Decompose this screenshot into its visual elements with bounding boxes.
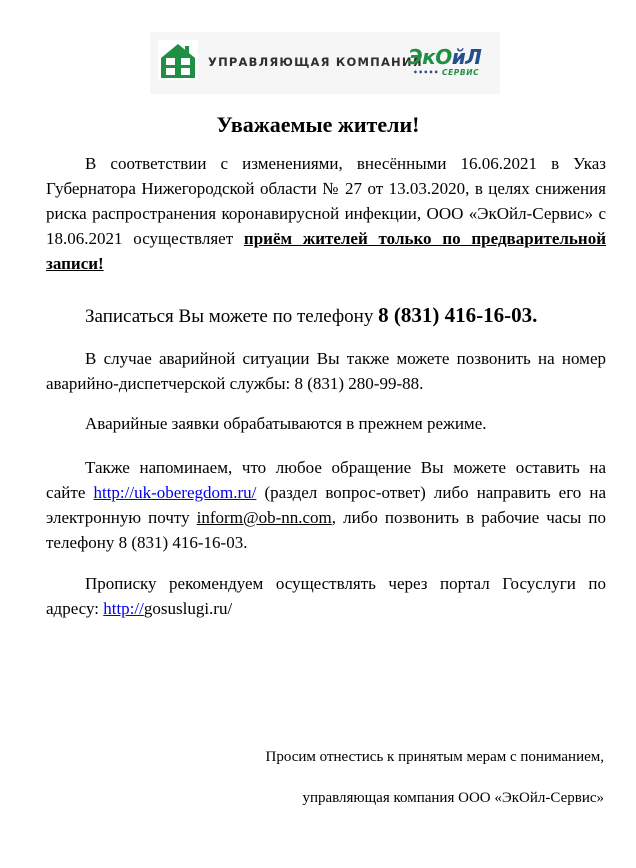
logo-subtitle: ••••• СЕРВИС	[413, 68, 480, 77]
paragraph-emergency-requests: Аварийные заявки обрабатываются в прежнем режиме.	[85, 414, 487, 433]
site-link[interactable]: http://uk-oberegdom.ru/	[93, 483, 257, 502]
paragraph-contacts	[46, 455, 606, 555]
logo-company-text: УПРАВЛЯЮЩАЯ КОМПАНИЯ	[208, 55, 423, 69]
paragraph-gosuslugi	[46, 571, 606, 621]
paragraph-text: Записаться Вы можете по телефону	[85, 306, 379, 327]
company-logo	[150, 32, 500, 94]
gosuslugi-link-rest: gosuslugi.ru/	[143, 599, 233, 618]
house-icon	[158, 40, 198, 80]
appointment-phone: 8 (831) 416-16-03.	[378, 303, 538, 327]
paragraph-text: Также напоминаем, что любое обращение Вы можете оставить на сайте	[46, 458, 606, 502]
closing-line-1: Просим отнестись к принятым мерам с пониманием,	[265, 749, 604, 765]
paragraph-text: (раздел вопрос-ответ) либо направить его на электронную почту	[46, 483, 607, 527]
logo-brand-name: ЭкОйЛ	[408, 45, 482, 69]
gosuslugi-link[interactable]: http://	[103, 599, 144, 618]
paragraph-text: , либо позвонить в рабочие часы по телефону 8 (831) 416-16-03.	[46, 508, 607, 552]
paragraph-text: Прописку рекомендуем осуществлять через портал Госуслуги по адресу:	[46, 574, 606, 618]
paragraph-emergency: В случае аварийной ситуации Вы также можете позвонить на номер аварийно-диспетчерской службы: 8 (831) 280-99-88.	[46, 349, 606, 393]
email-address[interactable]: inform@ob-nn.com	[196, 508, 332, 527]
appointment-emphasis: приём жителей только по предварительной записи!	[46, 229, 607, 273]
paragraph-text: В соответствии с изменениями, внесёнными 16.06.2021 в Указ Губернатора Нижегородской области № 27 от 13.03.2020, в целях снижения риска распространения коронавирусной инфекции, ООО «ЭкОйл-Сервис» с 18.06.2021 осуществляет	[46, 154, 606, 248]
page-title: Уважаемые жители!	[216, 112, 420, 137]
paragraph-appointment-notice	[46, 151, 606, 276]
closing-signature: управляющая компания ООО «ЭкОйл-Сервис»	[302, 790, 604, 806]
paragraph-phone	[46, 303, 606, 329]
